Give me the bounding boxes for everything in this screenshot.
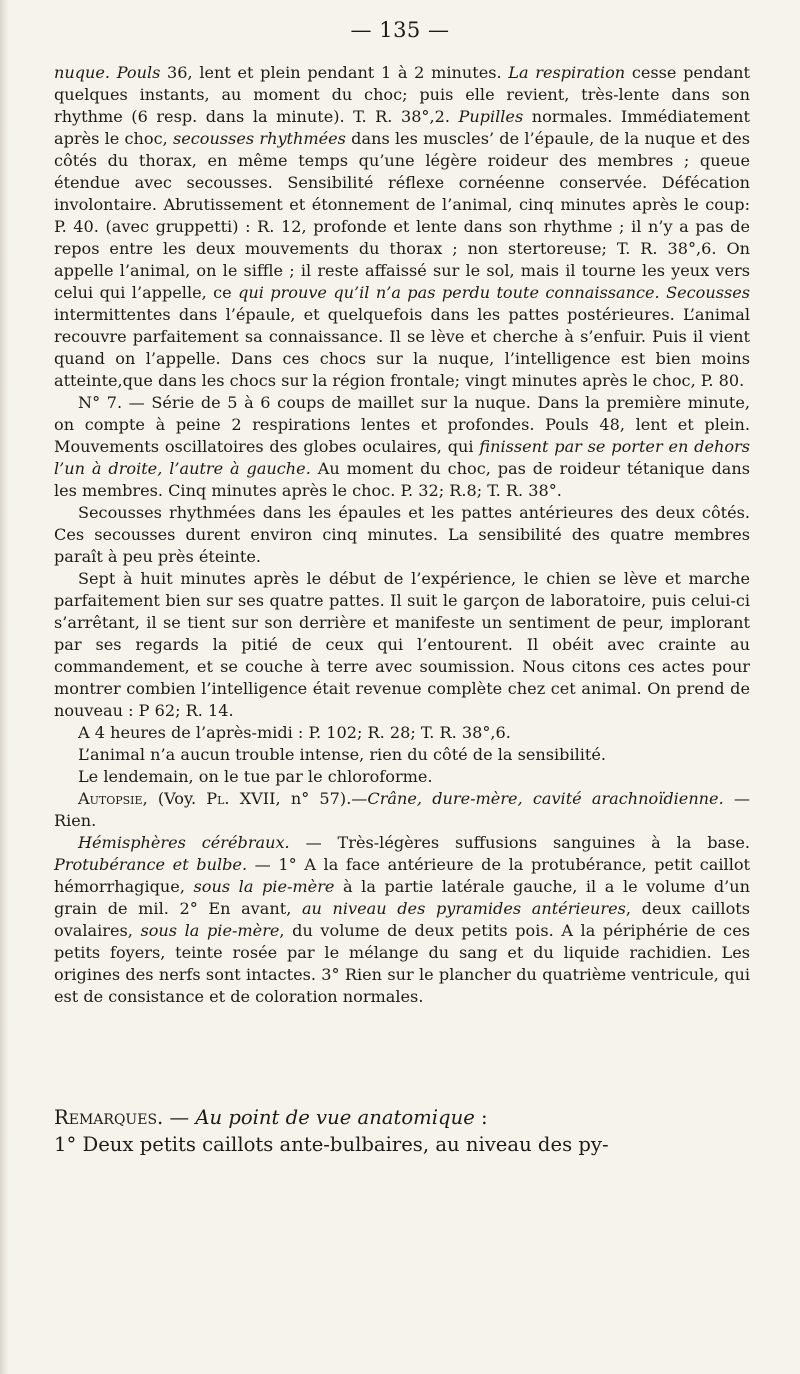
italic-text: sous la pie-mère xyxy=(193,877,335,896)
paragraph xyxy=(54,788,750,832)
paragraph xyxy=(54,392,750,502)
italic-text: sous la pie-mère xyxy=(140,921,280,940)
text-run: , (Voy. xyxy=(142,789,207,808)
text-run: — Rien. xyxy=(54,789,750,830)
paragraph xyxy=(54,832,750,1008)
italic-text: Pupilles xyxy=(458,107,524,126)
text-run: N° 7. — Série de 5 à 6 coups de maillet sur la nuque. Dans la première minute, on compte à peine 2 respirations lentes et profondes. Pouls 48, lent et plein. Mouvements oscillatoires des globes oculaires, qui xyxy=(54,393,750,456)
remarks-subtitle: Au point de vue anatomique xyxy=(195,1106,475,1129)
remarks-dash: . — xyxy=(157,1106,196,1129)
text-run: 36, lent et plein pendant 1 à 2 minutes. xyxy=(160,63,509,82)
paragraph xyxy=(54,766,750,788)
text-run: intermittentes dans l’épaule, et quelquefois dans les pattes postérieures. L’animal recouvre parfaitement sa connaissance. Il se lève et cherche à s’enfuir. Puis il vient quand on l’appelle. Dans ces chocs sur la nuque, l’intelligence est bien moins atteinte,que dans les chocs sur la région frontale; vingt minutes après le choc, P. 80. xyxy=(54,305,750,390)
text-run: à la partie latérale gauche, il a le volume d’un grain de mil. 2° En avant, xyxy=(54,877,750,918)
text-run: . XVII, n° 57).— xyxy=(224,789,368,808)
italic-text: finissent par se porter en dehors l’un à droite, l’autre à gauche. xyxy=(54,437,750,478)
text-run: cesse pendant quelques instants, au moment du choc; puis elle revient, très-lente dans son rhythme (6 resp. dans la minute). T. R. 38°,2. xyxy=(54,63,751,126)
page-edge-shadow xyxy=(0,0,8,1374)
text-run: , du volume de deux petits pois. A la périphérie de ces petits foyers, teinte rosée par le mélange du sang et du liquide rachidien. Les origines des nerfs sont intactes. 3° Rien sur le plancher du quatrième ventricule, qui est de consistance et de coloration normales. xyxy=(54,921,750,1006)
small-caps-text: Pl xyxy=(206,789,225,808)
italic-text: qui prouve qu’il n’a pas perdu toute connaissance. Secousses xyxy=(238,283,750,302)
text-run: A 4 heures de l’après-midi : P. 102; R. 28; T. R. 38°,6. xyxy=(78,723,511,742)
remarks-colon: : xyxy=(474,1106,488,1129)
text-run: normales. Immédiatement après le choc, xyxy=(54,107,750,148)
text-run: — 1° A la face antérieure de la protubérance, petit caillot hémorrhagique, xyxy=(54,855,750,896)
text-run: , deux caillots ovalaires, xyxy=(54,899,750,940)
paragraph xyxy=(54,568,750,722)
paragraph xyxy=(54,722,750,744)
text-run: Sept à huit minutes après le début de l’expérience, le chien se lève et marche parfaitement bien sur ses quatre pattes. Il suit le garçon de laboratoire, puis celui-ci s’arrêtant, il se tient sur son derrière et manifeste un sentiment de peur, implorant par ses regards la pitié de ceux qui l’entourent. Il obéit avec crainte au commandement, et se couche à terre avec soumission. Nous citons ces actes pour montrer combien l’intelligence était revenue complète chez cet animal. On prend de nouveau : P 62; R. 14. xyxy=(54,569,750,720)
text-run: Le lendemain, on le tue par le chloroforme. xyxy=(78,767,433,786)
italic-text: La respiration xyxy=(508,63,626,82)
italic-text: Hémisphères cérébraux. xyxy=(78,833,290,852)
remarks-label: Remarques xyxy=(54,1106,158,1129)
body-text xyxy=(54,62,750,1008)
paragraph xyxy=(54,502,750,568)
italic-text: au niveau des pyramides antérieures xyxy=(301,899,626,918)
italic-text: nuque. Pouls xyxy=(54,63,161,82)
paragraph xyxy=(54,62,750,392)
italic-text: secousses rhythmées xyxy=(172,129,346,148)
italic-text: Crâne, dure-mère, cavité arachnoïdienne. xyxy=(367,789,724,808)
remarks-item: 1° Deux petits caillots ante-bulbaires, au niveau des py- xyxy=(54,1133,609,1156)
italic-text: Protubérance et bulbe. xyxy=(54,855,248,874)
text-run: L’animal n’a aucun trouble intense, rien du côté de la sensibilité. xyxy=(78,745,607,764)
small-caps-text: Autopsie xyxy=(78,789,143,808)
text-run: Au moment du choc, pas de roideur tétanique dans les membres. Cinq minutes après le choc. P. 32; R.8; T. R. 38°. xyxy=(54,459,751,500)
page-number: — 135 — xyxy=(350,18,450,42)
remarks-section xyxy=(54,1104,750,1158)
text-run: dans les muscles’ de l’épaule, de la nuque et des côtés du thorax, en même temps qu’une légère roideur des membres ; queue étendue avec secousses. Sensibilité réflexe cornéenne conservée. Défécation involontaire. Abrutissement et étonnement de l’animal, cinq minutes après le coup: P. 40. (avec gruppetti) : R. 12, profonde et lente dans son rhythme ; il n’y a pas de repos entre les deux mouvements du thorax ; non stertoreuse; T. R. 38°,6. On appelle l’animal, on le siffle ; il reste affaissé sur le sol, mais il tourne les yeux vers celui qui l’appelle, ce xyxy=(54,129,750,302)
paragraph xyxy=(54,744,750,766)
remarks-heading xyxy=(54,1104,750,1131)
text-run: Secousses rhythmées dans les épaules et les pattes antérieures des deux côtés. Ces secousses durent environ cinq minutes. La sensibilité des quatre membres paraît à peu près éteinte. xyxy=(54,503,750,566)
text-run: — Très-légères suffusions sanguines à la base. xyxy=(289,833,750,852)
